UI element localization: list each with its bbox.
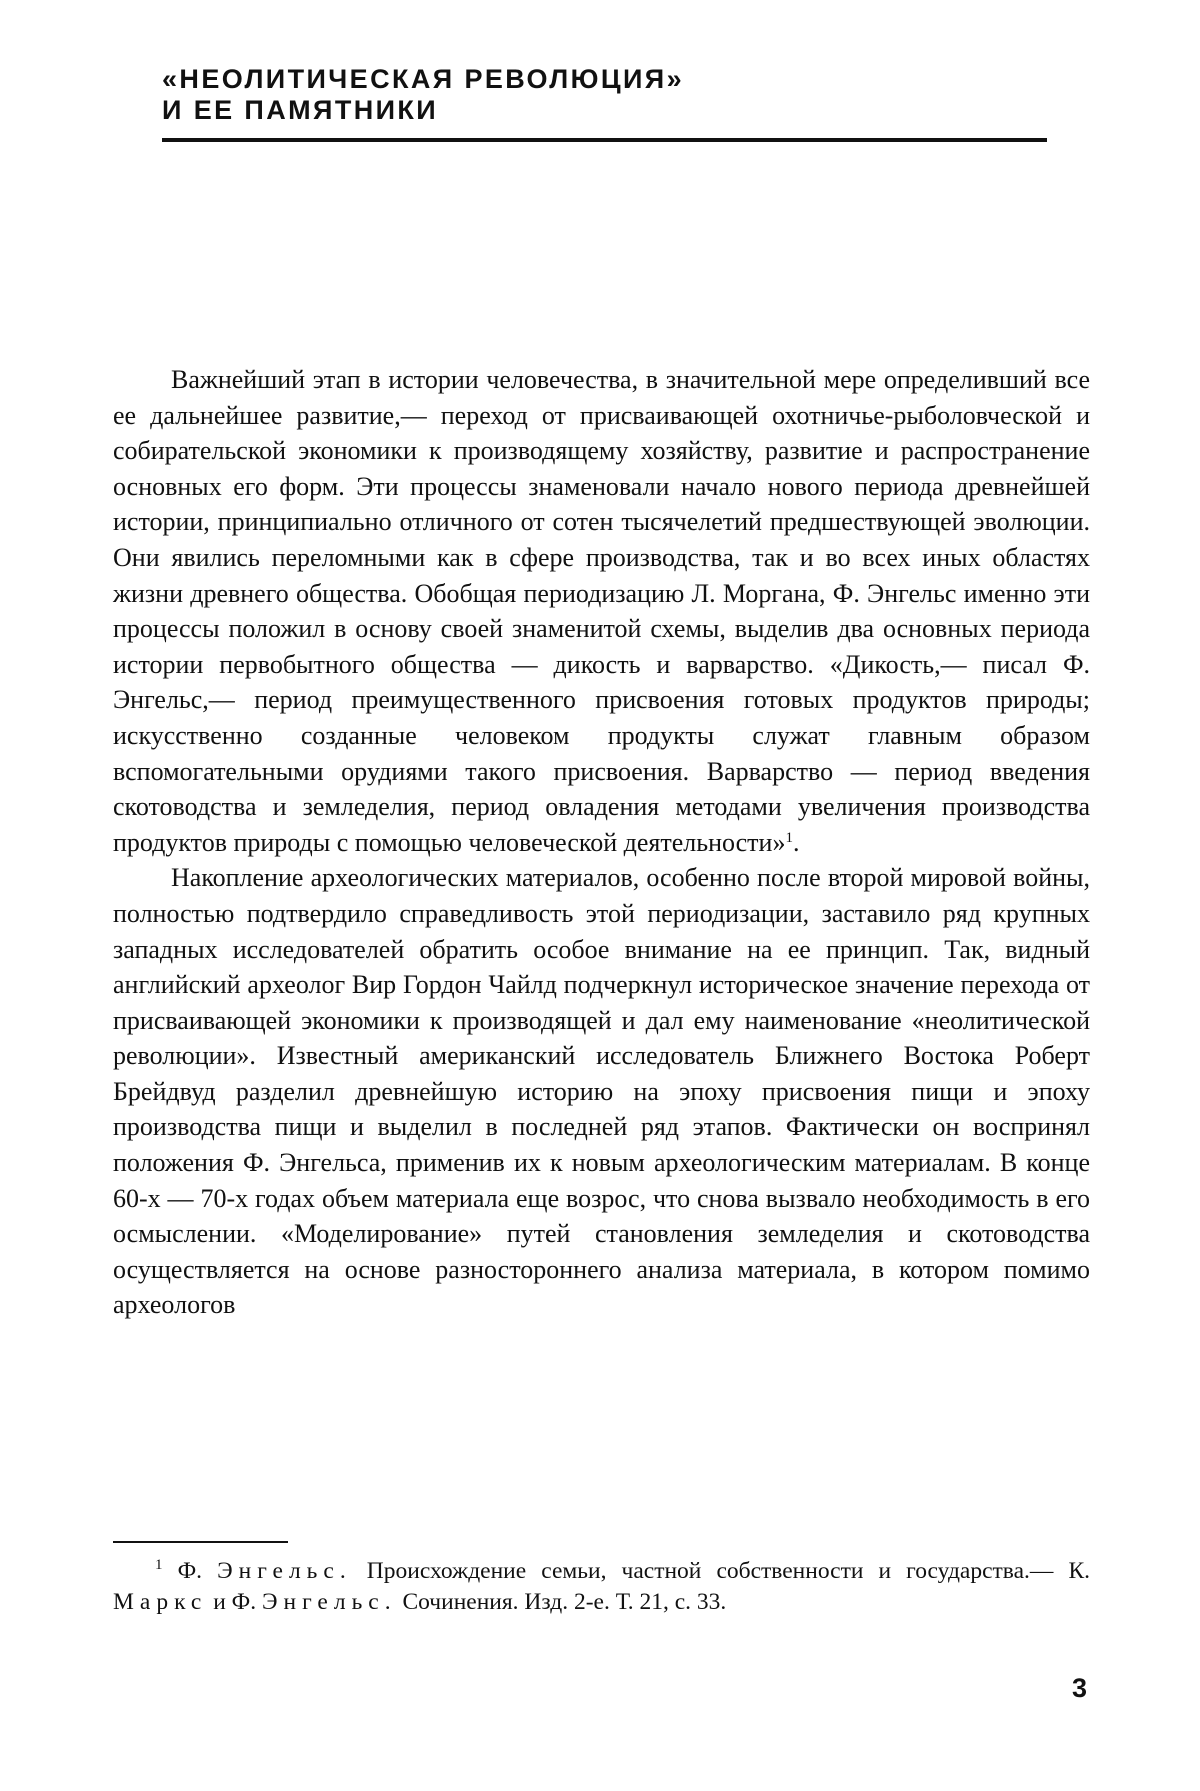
paragraph-1 xyxy=(113,362,1090,860)
footnote-joiner: и Ф. xyxy=(213,1589,257,1615)
chapter-header xyxy=(162,64,1052,142)
header-rule xyxy=(162,138,1047,142)
footnote-rule xyxy=(113,1541,288,1543)
footnote-author-engels: Энгельс. xyxy=(262,1589,397,1615)
footnote-author-marx: Маркс xyxy=(113,1589,208,1615)
footnote xyxy=(113,1556,1090,1618)
page-number: 3 xyxy=(1071,1673,1087,1703)
paragraph-1-end: . xyxy=(792,827,800,857)
footnote-reference[interactable]: 1 xyxy=(785,829,793,846)
footnote-marker: 1 xyxy=(155,1557,163,1573)
footnote-author-name: Энгельс. xyxy=(217,1558,352,1584)
footnote-work-title: Происхождение семьи, частной собственности и государства.— К. xyxy=(366,1558,1091,1584)
paragraph-1-text: Важнейший этап в истории человечества, в значительной мере определивший все ее дальнейшее развитие,— переход от присваивающей охотничье-рыболовческой и собирательской экономики к производящему хозяйству, развитие и распространение основных его форм. Эти процессы знаменовали начало нового периода древнейшей истории, принципиально отличного от сотен тысячелетий предшествующей эволюции. Они явились переломными как в сфере производства, так и во всех иных областях жизни древнего общества. Обобщая периодизацию Л. Моргана, Ф. Энгельс именно эти процессы положил в основу своей знаменитой схемы, выделив два основных периода истории первобытного общества — дикость и варварство. «Дикость,— писал Ф. Энгельс,— период преимущественного присвоения готовых продуктов природы; искусственно созданные человеком продукты служат главным образом вспомогательными орудиями такого присвоения. Варварство — период введения скотоводства и земледелия, период овладения методами увеличения производства продуктов природы с помощью человеческой деятельности» xyxy=(113,365,1090,857)
footnote-edition: Сочинения. Изд. 2-е. Т. 21, с. 33. xyxy=(402,1589,727,1615)
chapter-title xyxy=(162,64,1052,126)
paragraph-2: Накопление археологических материалов, особенно после второй мировой войны, полностью подтвердило справедливость этой периодизации, заставило ряд крупных западных исследователей обратить особое внимание на ее принцип. Так, видный английский археолог Вир Гордон Чайлд подчеркнул историческое значение перехода от присваивающей экономики к производящей и дал ему наименование «неолитической революции». Известный американский исследователь Ближнего Востока Роберт Брейдвуд разделил древнейшую историю на эпоху присвоения пищи и эпоху производства пищи и выделил в последней ряд этапов. Фактически он воспринял положения Ф. Энгельса, применив их к новым археологическим материалам. В конце 60-х — 70-х годах объем материала еще возрос, что снова вызвало необходимость в его осмыслении. «Моделирование» путей становления земледелия и скотоводства осуществляется на основе разностороннего анализа материала, в котором помимо археологов xyxy=(113,863,1090,1320)
footnote-author-initial: Ф. xyxy=(177,1558,203,1584)
chapter-title-line-1: «НЕОЛИТИЧЕСКАЯ РЕВОЛЮЦИЯ» xyxy=(162,64,684,94)
main-text xyxy=(113,362,1090,1323)
chapter-title-line-2: И ЕЕ ПАМЯТНИКИ xyxy=(162,95,439,125)
